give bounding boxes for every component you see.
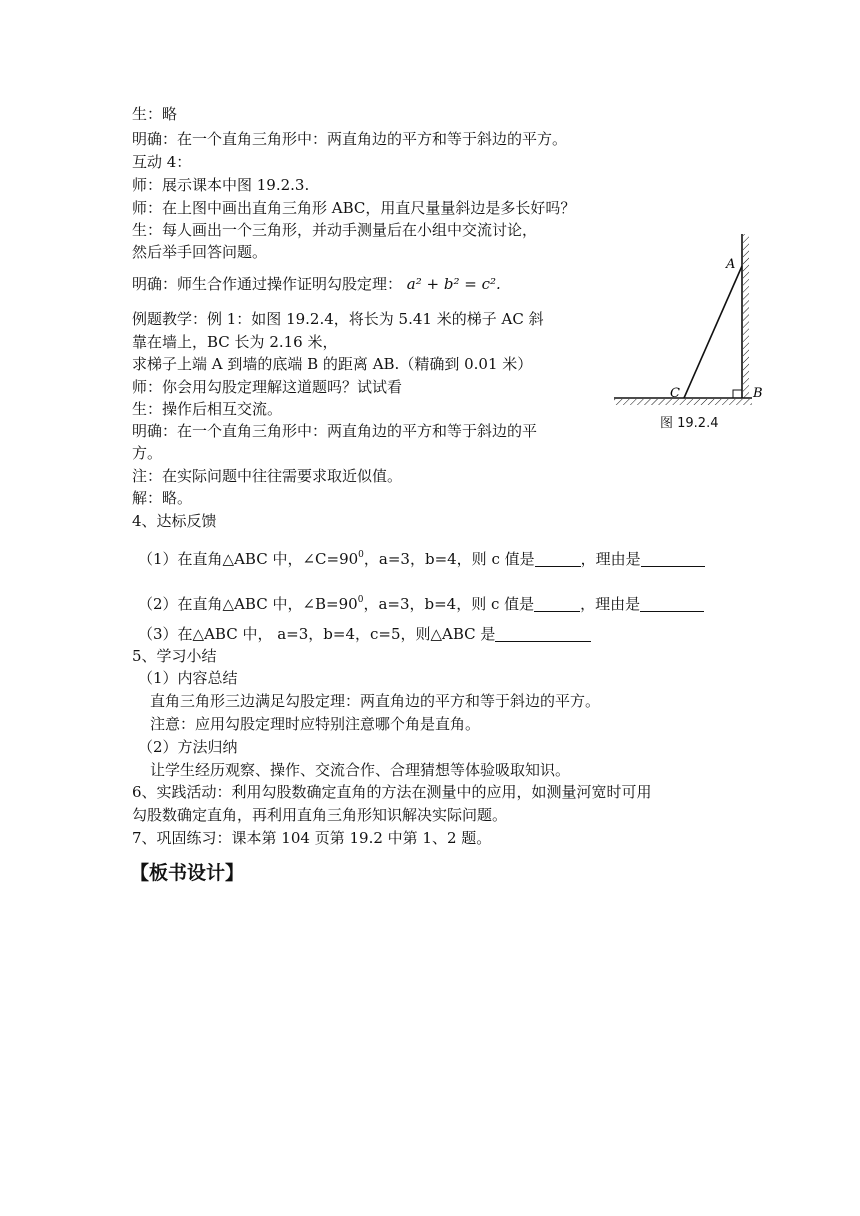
text-line: 方。 bbox=[132, 444, 163, 462]
text-line: 靠在墙上，BC 长为 2.16 米， bbox=[132, 333, 338, 351]
board-design-heading: 【板书设计】 bbox=[130, 862, 245, 884]
right-angle-mark bbox=[733, 390, 742, 398]
theorem-line bbox=[132, 274, 501, 294]
section-heading: 6、实践活动：利用勾股数确定直角的方法在测量中的应用，如测量河宽时可用 bbox=[132, 783, 652, 801]
answer-blank[interactable] bbox=[534, 597, 580, 612]
text-line: 师：展示课本中图 19.2.3. bbox=[132, 176, 310, 194]
question-text: ，理由是 bbox=[580, 550, 641, 568]
text-line: 生：操作后相互交流。 bbox=[132, 400, 283, 418]
text-line: 明确：在一个直角三角形中：两直角边的平方和等于斜边的平 bbox=[132, 422, 538, 440]
text-line: 师：你会用勾股定理解这道题吗？试试看 bbox=[132, 378, 403, 396]
text-line: 注意：应用勾股定理时应特别注意哪个角是直角。 bbox=[150, 715, 481, 733]
question-text: ，a=3，b=4，则 c 值是 bbox=[363, 550, 535, 568]
section-heading: 5、学习小结 bbox=[132, 647, 217, 665]
text-line: 互动 4： bbox=[132, 153, 192, 171]
ladder-line bbox=[684, 266, 742, 398]
answer-blank[interactable] bbox=[640, 597, 704, 612]
text-line: 例题教学：例 1：如图 19.2.4，将长为 5.41 米的梯子 AC 斜 bbox=[132, 310, 544, 328]
figure-caption: 图 19.2.4 bbox=[660, 416, 719, 431]
point-label-c: C bbox=[670, 386, 680, 401]
question-text: ，a=3，b=4，则 c 值是 bbox=[363, 595, 535, 613]
question-1 bbox=[138, 545, 705, 569]
subsection-heading: （2）方法归纳 bbox=[138, 738, 238, 756]
text-line: 求梯子上端 A 到墙的底端 B 的距离 AB.（精确到 0.01 米） bbox=[132, 355, 533, 373]
text-line: 师：在上图中画出直角三角形 ABC，用直尺量量斜边是多长好吗？ bbox=[132, 199, 576, 217]
degree-mark: 0 bbox=[357, 595, 364, 605]
question-text: （1）在直角△ABC 中，∠C=90 bbox=[138, 550, 359, 568]
question-text: （3）在△ABC 中， a=3，b=4，c=5，则△ABC 是 bbox=[138, 625, 496, 643]
ladder-figure bbox=[612, 232, 772, 432]
degree-mark: 0 bbox=[358, 550, 364, 560]
text-line: 解：略。 bbox=[132, 489, 193, 507]
subsection-heading: （1）内容总结 bbox=[138, 669, 238, 687]
answer-blank[interactable] bbox=[535, 552, 581, 567]
text-line: 让学生经历观察、操作、交流合作、合理猜想等体验吸取知识。 bbox=[150, 761, 571, 779]
theorem-prefix: 明确：师生合作通过操作证明勾股定理： bbox=[132, 275, 403, 293]
question-text: ，理由是 bbox=[580, 595, 641, 613]
text-line: 生：每人画出一个三角形，并动手测量后在小组中交流讨论， bbox=[132, 221, 538, 239]
question-2 bbox=[138, 590, 704, 614]
text-line: 注：在实际问题中往往需要求取近似值。 bbox=[132, 467, 403, 485]
text-line: 勾股数确定直角，再利用直角三角形知识解决实际问题。 bbox=[132, 806, 508, 824]
pythagorean-formula: a² + b² = c². bbox=[406, 275, 501, 293]
wall-hatching bbox=[743, 234, 749, 398]
answer-blank[interactable] bbox=[495, 627, 591, 642]
question-text: （2）在直角△ABC 中，∠B=90 bbox=[138, 595, 358, 613]
answer-blank[interactable] bbox=[641, 552, 705, 567]
question-3 bbox=[138, 624, 591, 644]
section-heading: 7、巩固练习：课本第 104 页第 19.2 中第 1、2 题。 bbox=[132, 829, 492, 847]
text-line: 直角三角形三边满足勾股定理：两直角边的平方和等于斜边的平方。 bbox=[150, 692, 601, 710]
text-line: 然后举手回答问题。 bbox=[132, 243, 268, 261]
point-label-a: A bbox=[726, 257, 736, 272]
point-label-b: B bbox=[753, 386, 763, 401]
text-line: 生：略 bbox=[132, 105, 178, 123]
section-heading: 4、达标反馈 bbox=[132, 512, 217, 530]
text-line: 明确：在一个直角三角形中：两直角边的平方和等于斜边的平方。 bbox=[132, 130, 568, 148]
ground-hatching bbox=[614, 399, 752, 405]
